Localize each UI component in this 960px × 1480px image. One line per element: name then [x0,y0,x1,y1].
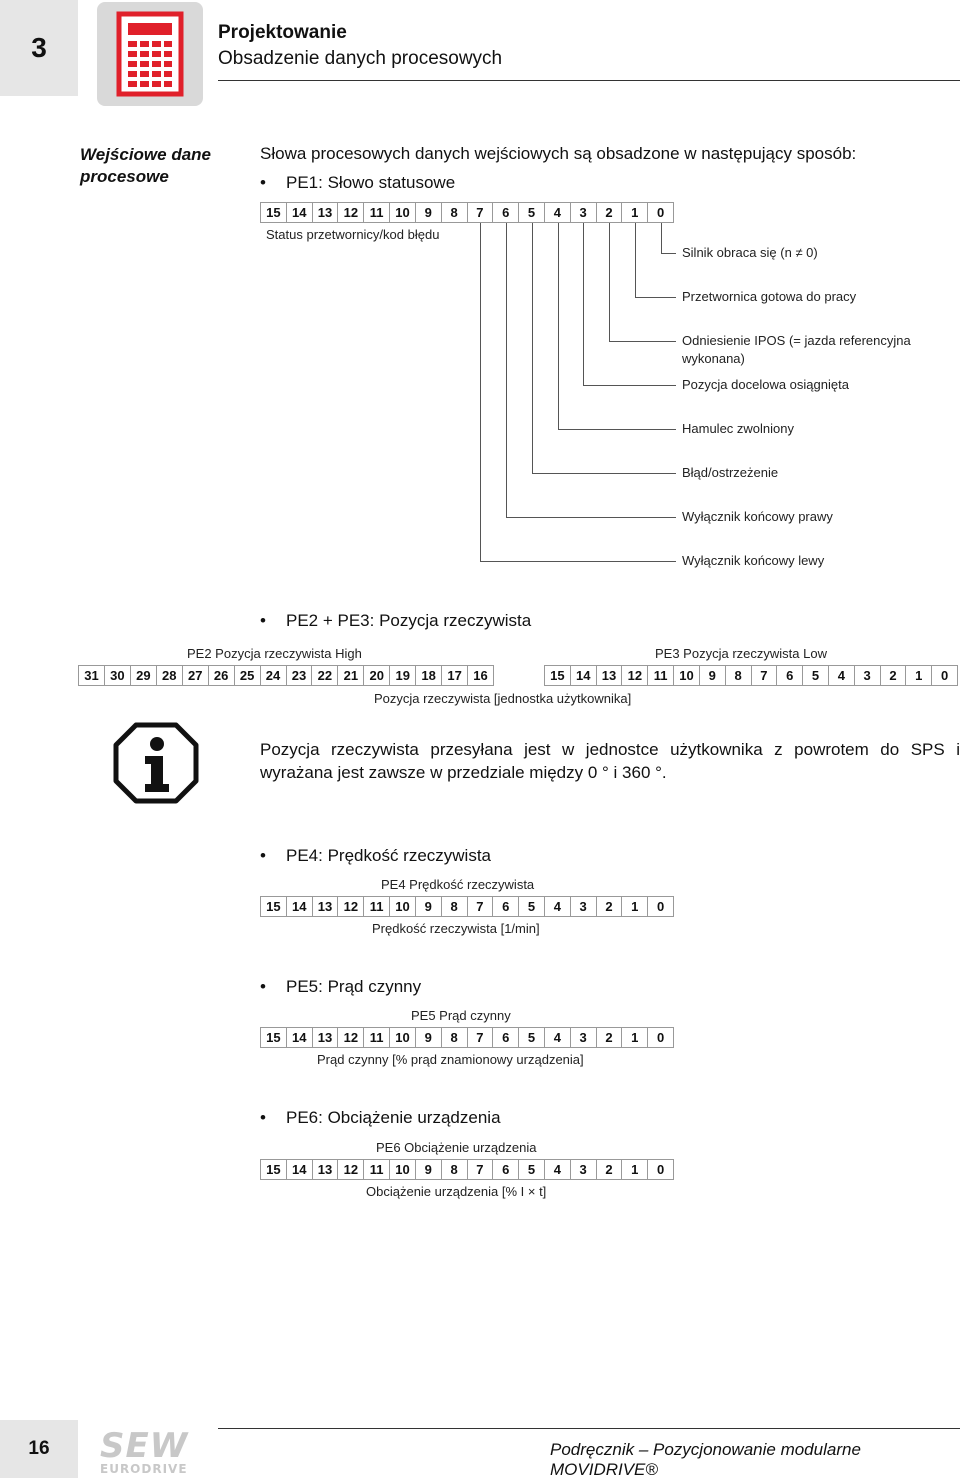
bullet-glyph: • [260,846,266,865]
logo-bottom: EURODRIVE [100,1462,188,1476]
bit-cell: 6 [493,1160,519,1179]
bit-cell: 2 [597,1028,623,1047]
bit-cell: 7 [468,1160,494,1179]
bit-cell: 5 [519,897,545,916]
intro-text: Słowa procesowych danych wejściowych są obsadzone w następujący sposób: [260,144,857,163]
bit-cell: 24 [261,666,287,685]
logo-top: SEW [100,1426,189,1466]
calculator-icon [97,2,203,106]
bit-cell: 7 [468,203,494,222]
bit-cell: 13 [313,897,339,916]
bit-cell: 1 [906,666,932,685]
pe23-bullet [260,611,531,631]
side-heading-line2: procesowe [80,167,169,186]
bit-cell: 7 [468,897,494,916]
bit-cell: 10 [390,203,416,222]
bit-cell: 11 [364,1160,390,1179]
pe23-caption: Pozycja rzeczywista [jednostka użytkownika] [374,691,632,706]
bullet-glyph: • [260,977,266,996]
pe1-bullet-text: PE1: Słowo statusowe [286,173,456,192]
connector-horizontal [480,561,676,562]
pe6-caption: Obciążenie urządzenia [% I × t] [366,1184,547,1199]
bit-cell: 26 [209,666,235,685]
bit-cell: 22 [312,666,338,685]
bit-cell: 12 [338,897,364,916]
side-heading [80,144,211,188]
info-icon [112,722,200,804]
bit-cell: 12 [338,1028,364,1047]
connector-horizontal [506,517,676,518]
bit-cell: 2 [597,1160,623,1179]
bit-cell: 20 [364,666,390,685]
pe1-bit-table [260,202,674,223]
pe1-bit-label: Hamulec zwolniony [682,421,794,436]
connector-horizontal [609,341,676,342]
bit-cell: 31 [79,666,105,685]
bit-cell: 14 [287,203,313,222]
bit-cell: 21 [338,666,364,685]
bit-cell: 0 [656,1162,665,1177]
bit-cell: 7 [468,1028,494,1047]
pe4-bullet [260,846,491,866]
pe1-bit-label: Wyłącznik końcowy lewy [682,553,825,568]
bit-cell: 5 [519,203,545,222]
bit-cell: 17 [442,666,468,685]
bit-cell: 4 [545,203,571,222]
bit-cell: 15 [545,666,571,685]
bit-cell: 30 [105,666,131,685]
bit-cell: 4 [829,666,855,685]
bit-cell: 15 [261,203,287,222]
bit-cell: 10 [390,1160,416,1179]
pe6-label: PE6 Obciążenie urządzenia [376,1140,537,1155]
bit-cell: 5 [519,1160,545,1179]
bit-cell: 4 [545,1160,571,1179]
bit-cell: 1 [622,1160,648,1179]
connector-vertical [661,223,662,253]
bit-cell: 10 [390,1028,416,1047]
header-divider [218,80,960,81]
pe4-label: PE4 Prędkość rzeczywista [381,877,535,892]
bit-cell: 11 [364,1028,390,1047]
bit-cell: 8 [442,203,468,222]
pe2-bit-table [78,665,494,686]
connector-vertical [558,223,559,429]
bit-cell: 12 [338,203,364,222]
bit-cell: 3 [571,203,597,222]
bit-cell: 4 [545,897,571,916]
bit-cell: 25 [235,666,261,685]
bit-cell: 19 [390,666,416,685]
connector-vertical [609,223,610,341]
connector-horizontal [558,429,676,430]
bit-cell: 12 [622,666,648,685]
pe4-bit-table [260,896,674,917]
bit-cell: 15 [261,1028,287,1047]
pe5-label: PE5 Prąd czynny [411,1008,511,1023]
bit-cell: 23 [287,666,313,685]
bit-cell: 4 [545,1028,571,1047]
bit-cell: 15 [261,897,287,916]
connector-horizontal [532,473,676,474]
connector-vertical [480,223,481,561]
connector-horizontal [583,385,676,386]
bit-cell: 10 [674,666,700,685]
side-heading-line1: Wejściowe dane [80,145,212,164]
connector-vertical [506,223,507,517]
bit-cell: 15 [261,1160,287,1179]
bit-cell: 14 [287,897,313,916]
pe3-label: PE3 Pozycja rzeczywista Low [655,646,827,661]
footer-text: Podręcznik – Pozycjonowanie modularne MOVIDRIVE® [550,1440,861,1479]
bit-cell: 3 [571,1028,597,1047]
bit-cell: 11 [364,897,390,916]
bit-cell: 11 [648,666,674,685]
page-subtitle: Obsadzenie danych procesowych [218,48,503,69]
bit-cell: 14 [287,1028,313,1047]
bit-cell: 9 [416,1160,442,1179]
bit-cell: 8 [442,1160,468,1179]
footer-divider [218,1428,960,1429]
bit-cell: 13 [313,203,339,222]
pe1-bit-label: Odniesienie IPOS (= jazda referencyjna wykonana) [682,333,911,366]
bit-cell: 8 [442,897,468,916]
bullet-glyph: • [260,611,266,630]
pe23-bullet-text: PE2 + PE3: Pozycja rzeczywista [286,611,532,630]
bit-cell: 6 [777,666,803,685]
bit-cell: 0 [656,1030,665,1045]
page-number: 16 [0,1420,78,1478]
bit-cell: 9 [416,1028,442,1047]
pe1-bit-label: Silnik obraca się (n ≠ 0) [682,245,818,260]
pe5-bullet [260,977,421,997]
pe1-bit-label: Przetwornica gotowa do pracy [682,289,857,304]
bit-cell: 13 [597,666,623,685]
bit-cell: 0 [656,205,665,220]
bit-cell: 0 [656,899,665,914]
bit-cell: 6 [493,203,519,222]
bit-cell: 12 [338,1160,364,1179]
bit-cell: 1 [622,1028,648,1047]
pe5-bit-table [260,1027,674,1048]
bit-cell: 14 [571,666,597,685]
bit-cell: 2 [597,897,623,916]
bit-cell: 11 [364,203,390,222]
bit-cell: 7 [752,666,778,685]
bit-cell: 13 [313,1028,339,1047]
pe5-caption: Prąd czynny [% prąd znamionowy urządzenia] [317,1052,584,1067]
bit-cell: 2 [597,203,623,222]
bullet-glyph: • [260,1108,266,1127]
pe6-bit-table [260,1159,674,1180]
bit-cell: 3 [571,1160,597,1179]
bit-cell: 18 [416,666,442,685]
bit-cell: 27 [183,666,209,685]
bit-cell: 10 [390,897,416,916]
bit-cell: 2 [881,666,907,685]
pe4-bullet-text: PE4: Prędkość rzeczywista [286,846,492,865]
pe4-caption: Prędkość rzeczywista [1/min] [372,921,540,936]
bit-cell: 9 [416,897,442,916]
pe6-bullet [260,1108,501,1128]
bit-cell: 9 [700,666,726,685]
bit-cell: 16 [473,668,488,683]
connector-horizontal [635,297,676,298]
connector-vertical [583,223,584,385]
bit-cell: 3 [571,897,597,916]
bit-cell: 6 [493,897,519,916]
bit-cell: 6 [493,1028,519,1047]
pe1-bit-label: Pozycja docelowa osiągnięta [682,377,849,392]
pe1-group-label: Status przetwornicy/kod błędu [266,227,440,242]
bit-cell: 5 [519,1028,545,1047]
bit-cell: 3 [855,666,881,685]
pe3-bit-table [544,665,958,686]
bit-cell: 9 [416,203,442,222]
bit-cell: 29 [131,666,157,685]
info-note-text: Pozycja rzeczywista przesyłana jest w jednostce użytkownika z powrotem do SPS i wyrażana jest zawsze w przedziale między 0 ° i 360 °. [260,740,960,782]
bit-cell: 13 [313,1160,339,1179]
sew-eurodrive-logo [100,1426,205,1478]
connector-vertical [635,223,636,297]
pe6-bullet-text: PE6: Obciążenie urządzenia [286,1108,501,1127]
page-title: Projektowanie [218,22,347,43]
bit-cell: 1 [622,203,648,222]
pe5-bullet-text: PE5: Prąd czynny [286,977,422,996]
bit-cell: 8 [726,666,752,685]
pe1-bit-label: Wyłącznik końcowy prawy [682,509,833,524]
bit-cell: 1 [622,897,648,916]
bit-cell: 0 [940,668,949,683]
bit-cell: 5 [803,666,829,685]
connector-vertical [532,223,533,473]
chapter-number: 3 [0,0,78,96]
connector-horizontal [661,253,676,254]
pe1-bit-label: Błąd/ostrzeżenie [682,465,779,480]
pe2-label: PE2 Pozycja rzeczywista High [187,646,362,661]
bit-cell: 8 [442,1028,468,1047]
bullet-glyph: • [260,173,266,192]
bit-cell: 14 [287,1160,313,1179]
bit-cell: 28 [157,666,183,685]
pe1-bullet [260,173,455,193]
